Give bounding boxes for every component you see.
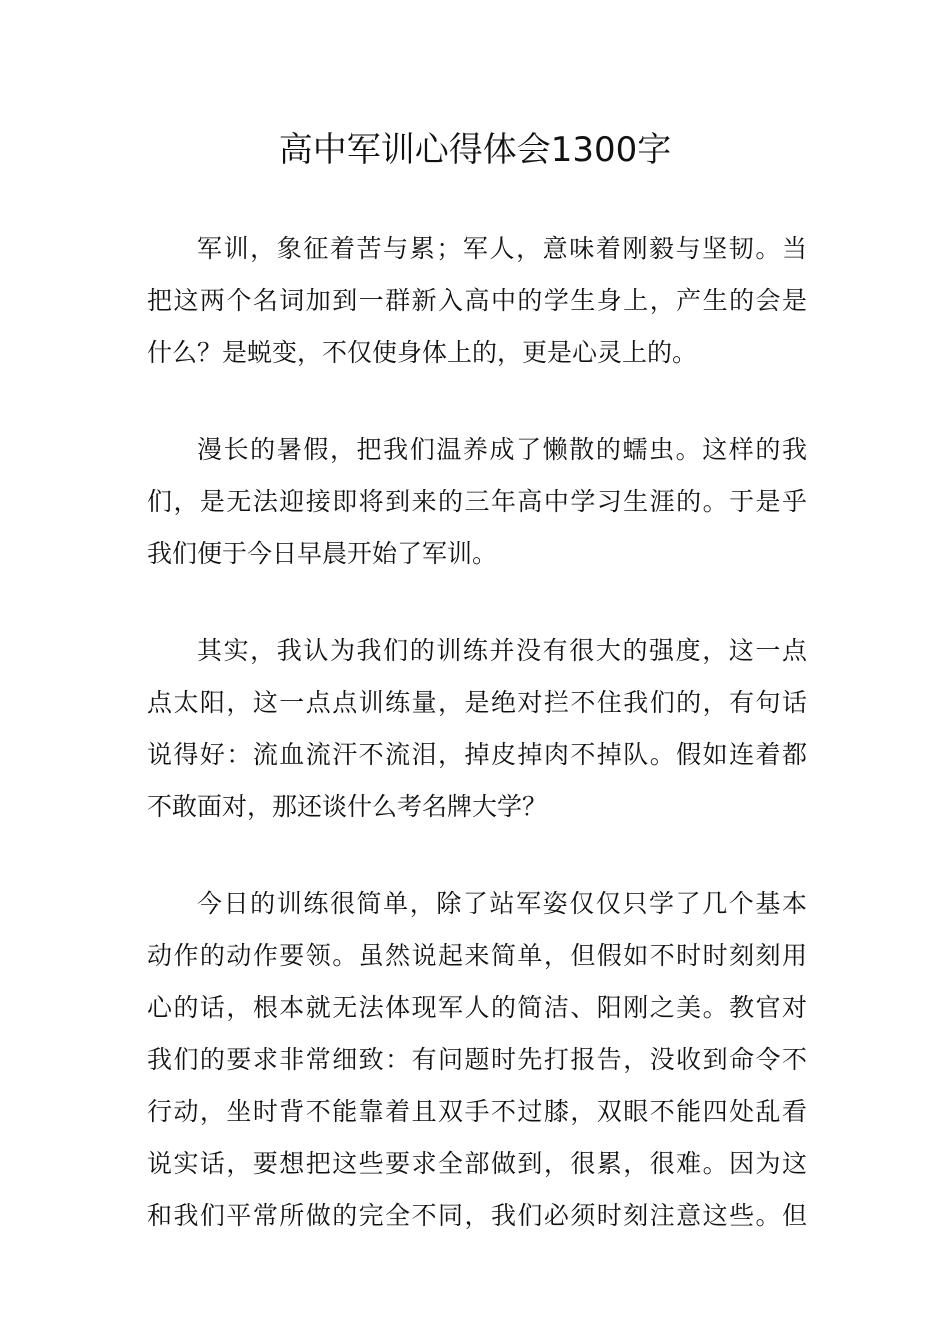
text-line: 说得好：流血流汗不流泪，掉皮掉肉不掉队。假如连着都 bbox=[147, 740, 807, 769]
paragraph-4 bbox=[147, 878, 807, 1242]
document-body bbox=[147, 223, 807, 1242]
paragraph-spacer bbox=[147, 833, 807, 878]
text-line: 行动，坐时背不能靠着且双手不过膝，双眼不能四处乱看 bbox=[147, 1097, 807, 1126]
text-line: 不敢面对，那还谈什么考名牌大学？ bbox=[147, 792, 548, 821]
document-title: 高中军训心得体会1300字 bbox=[278, 130, 672, 170]
text-line: 我们便于今日早晨开始了军训。 bbox=[147, 539, 498, 568]
text-line: 什么？是蜕变，不仅使身体上的，更是心灵上的。 bbox=[147, 338, 698, 367]
text-line: 漫长的暑假，把我们温养成了懒散的蠕虫。这样的我 bbox=[197, 435, 807, 464]
text-line: 军训，象征着苦与累；军人，意味着刚毅与坚韧。当 bbox=[197, 234, 807, 263]
paragraph-2 bbox=[147, 424, 807, 580]
text-line: 心的话，根本就无法体现军人的简洁、阳刚之美。教官对 bbox=[147, 993, 807, 1022]
paragraph-spacer bbox=[147, 580, 807, 625]
text-line: 我们的要求非常细致：有问题时先打报告，没收到命令不 bbox=[147, 1045, 807, 1074]
text-line: 把这两个名词加到一群新入高中的学生身上，产生的会是 bbox=[147, 286, 807, 315]
paragraph-1 bbox=[147, 223, 807, 379]
text-line: 点太阳，这一点点训练量，是绝对拦不住我们的，有句话 bbox=[147, 688, 807, 717]
text-line: 和我们平常所做的完全不同，我们必须时刻注意这些。但 bbox=[147, 1201, 807, 1230]
text-line: 动作的动作要领。虽然说起来简单，但假如不时时刻刻用 bbox=[147, 941, 807, 970]
paragraph-spacer bbox=[147, 379, 807, 424]
text-line: 其实，我认为我们的训练并没有很大的强度，这一点 bbox=[197, 636, 807, 665]
text-line: 说实话，要想把这些要求全部做到，很累，很难。因为这 bbox=[147, 1149, 807, 1178]
text-line: 们，是无法迎接即将到来的三年高中学习生涯的。于是乎 bbox=[147, 487, 807, 516]
text-line: 今日的训练很简单，除了站军姿仅仅只学了几个基本 bbox=[197, 889, 807, 918]
paragraph-3 bbox=[147, 625, 807, 833]
